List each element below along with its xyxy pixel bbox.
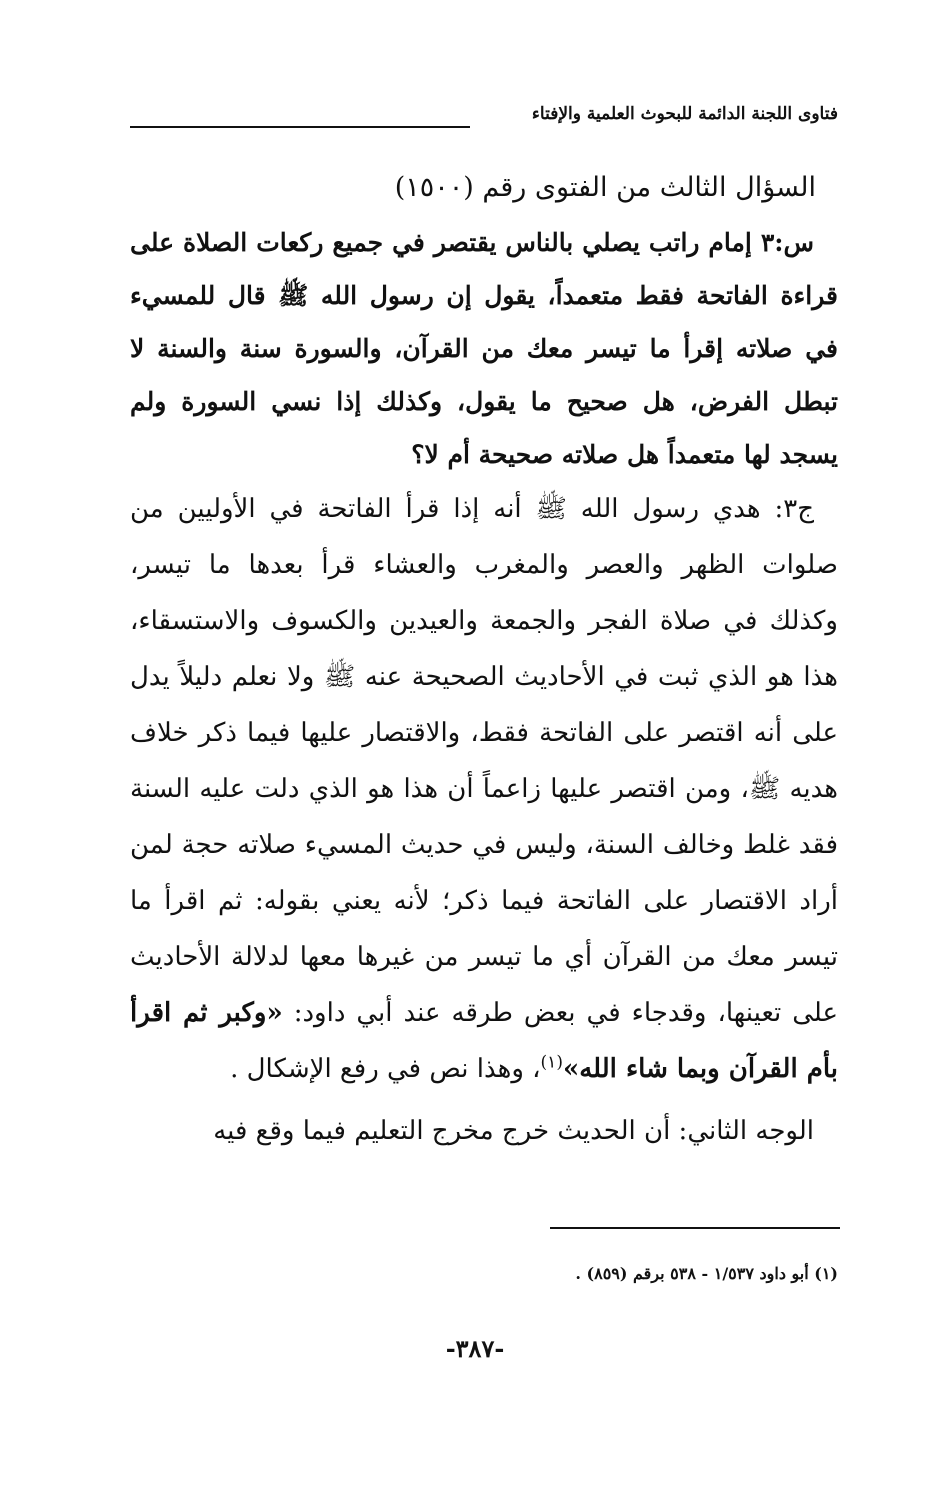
second-point-paragraph: الوجه الثاني: أن الحديث خرج مخرج التعليم فيما وقع فيه xyxy=(213,1116,814,1146)
answer-end: ، وهذا نص في رفع الإشكال . xyxy=(230,1054,541,1084)
hadith-quote: «وكبر ثم اقرأ بأم القرآن وبما شاء الله» xyxy=(130,998,838,1084)
question-paragraph: س:٣ إمام راتب يصلي بالناس يقتصر في جميع ركعات الصلاة على قراءة الفاتحة فقط متعمداً، يقول إن رسول الله ﷺ قال للمسيء في صلاته إقرأ ما تيسر معك من القرآن، والسورة سنة والسنة لا تبطل الفرض، هل صحيح ما يقول، وكذلك إذا نسي السورة ولم يسجد لها متعمداً هل صلاته صحيحة أم لا؟ xyxy=(130,228,838,469)
section-title: السؤال الثالث من الفتوى رقم (١٥٠٠) xyxy=(394,172,816,203)
main-content xyxy=(130,160,838,1159)
answer-paragraph xyxy=(130,481,838,1097)
page-number: -٣٨٧- xyxy=(445,1334,505,1363)
footnote-reference: (١) xyxy=(540,1052,563,1073)
answer-text: ج٣: هدي رسول الله ﷺ أنه إذا قرأ الفاتحة في الأوليين من صلوات الظهر والعصر والمغرب والعشاء قرأ بعدها ما تيسر، وكذلك في صلاة الفجر والجمعة والعيدين والكسوف والاستسقاء، هذا هو الذي ثبت في الأحاديث الصحيحة عنه ﷺ ولا نعلم دليلاً يدل على أنه اقتصر على الفاتحة فقط، والاقتصار عليها فيما ذكر خلاف هديه ﷺ، ومن اقتصر عليها زاعماً أن هذا هو الذي دلت عليه السنة فقد غلط وخالف السنة، وليس في حديث المسيء صلاته حجة لمن أراد الاقتصار على الفاتحة فيما ذكر؛ لأنه يعني بقوله: ثم اقرأ ما تيسر معك من القرآن أي ما تيسر من غيرها معها لدلالة الأحاديث على تعينها، وقدجاء في بعض طرقه عند أبي داود: xyxy=(130,494,838,1028)
footnote-rule xyxy=(550,1227,840,1229)
footnote: (١) أبو داود ١/٥٣٧ - ٥٣٨ برقم (٨٥٩) . xyxy=(575,1264,838,1283)
running-header: فتاوى اللجنة الدائمة للبحوث العلمية والإفتاء xyxy=(531,104,838,124)
header-rule xyxy=(130,126,470,128)
